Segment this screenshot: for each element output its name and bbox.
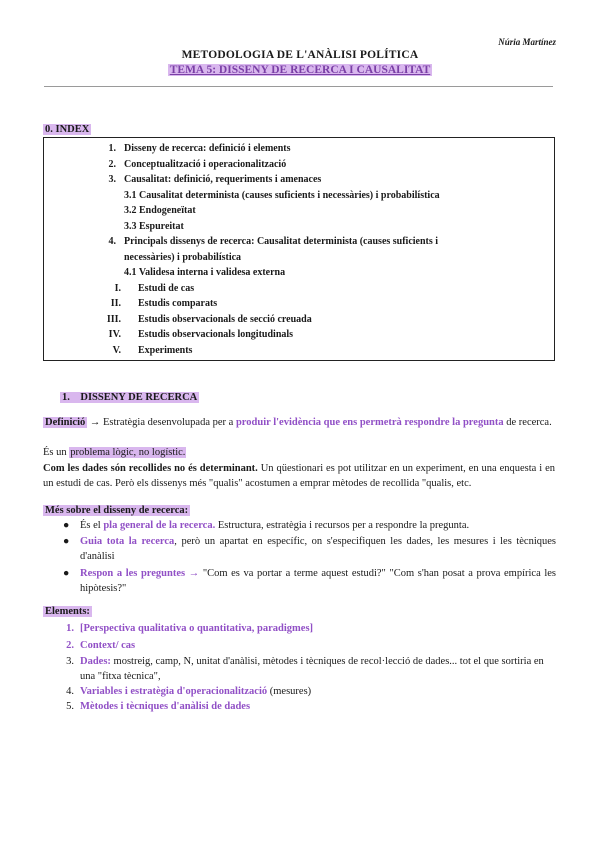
list-item: Respon a les preguntes → "Com es va portar a terme aquest estudi?" "Com s'han posat a prova empírica les hipòtesis?"	[80, 568, 556, 595]
bullet-icon: ●	[63, 568, 70, 579]
element-item: [Perspectiva qualitativa o quantitativa, paradigmes]	[80, 623, 314, 634]
bullet-icon: ●	[63, 520, 70, 531]
index-item: 3. Causalitat: definició, requeriments i amenaces	[108, 174, 322, 185]
index-subitem: 3.2 Endogeneïtat	[124, 205, 196, 216]
element-number: 4.	[66, 686, 74, 697]
element-number: 5.	[66, 701, 74, 712]
element-number: 1.	[66, 623, 74, 634]
subtitle-highlight: TEMA 5: DISSENY DE RECERCA I CAUSALITAT	[169, 64, 431, 76]
author-name: Núria Martínez	[498, 37, 556, 47]
element-item: Mètodes i tècniques d'anàlisi de dades	[80, 701, 251, 712]
index-roman-item: V. Experiments	[112, 344, 193, 356]
document-title: METODOLOGIA DE L'ANÀLISI POLÍTICA	[181, 49, 419, 61]
index-subitem: 3.1 Causalitat determinista (causes suficients i necessàries) i probabilística	[124, 189, 440, 201]
elements-heading: Elements:	[45, 606, 90, 617]
definition-paragraph: Definició → Estratègia desenvolupada per a produir l'evidència que ens permetrà respondre la pregunta de recerca.	[45, 417, 552, 428]
index-item-continuation: necessàries) i probabilística	[124, 251, 242, 263]
index-box	[43, 137, 555, 361]
list-item: És el pla general de la recerca. Estructura, estratègia i recursos per a respondre la pregunta.	[80, 520, 470, 531]
arrow-icon: →	[89, 417, 101, 428]
element-item: Dades: mostreig, camp, N, unitat d'anàlisi, mètodes i tècniques de recol·lecció de dades... tot el que sortiria en una "fitxa tècnica",	[80, 656, 544, 683]
logic-problem-line: És un problema lògic, no logístic.	[43, 447, 186, 458]
element-number: 3.	[66, 656, 74, 667]
index-roman-item: IV. Estudis observacionals longitudinals	[108, 329, 294, 340]
element-item: Variables i estratègia d'operacionalització (mesures)	[80, 686, 312, 697]
index-item: 1. Disseny de recerca: definició i elements	[108, 143, 291, 154]
list-item: Guia tota la recerca, però un apartat en específic, on s'especifiquen les dades, les mesures i les tècniques d'anàlisi	[80, 536, 556, 563]
index-roman-item: I. Estudi de cas	[114, 282, 195, 294]
more-heading: Més sobre el disseny de recerca:	[45, 505, 189, 516]
index-subitem: 4.1 Validesa interna i validesa externa	[124, 267, 286, 278]
index-subitem: 3.3 Espureitat	[124, 220, 184, 232]
index-heading: 0. INDEX	[45, 124, 90, 135]
document-subtitle	[0, 62, 600, 79]
index-item: 4. Principals dissenys de recerca: Causalitat determinista (causes suficients i	[108, 236, 439, 247]
header-divider	[44, 86, 553, 87]
index-roman-item: III. Estudis observacionals de secció creuada	[106, 313, 312, 325]
bullet-icon: ●	[63, 536, 70, 547]
index-roman-item: II. Estudis comparats	[110, 298, 218, 309]
data-collection-paragraph: Com les dades són recollides no és determinant. Un qüestionari es pot utilitzar en un experiment, en una enquesta i en un estudi de cas. Però els dissenys més "qualis" acostumen a emprar mètodes de recollida "qualis, etc.	[43, 463, 555, 490]
element-number: 2.	[66, 640, 74, 651]
index-item: 2. Conceptualització i operacionalització	[108, 158, 287, 170]
section-heading: 1. DISSENY DE RECERCA	[62, 392, 198, 403]
element-item: Context/ cas	[80, 640, 136, 651]
